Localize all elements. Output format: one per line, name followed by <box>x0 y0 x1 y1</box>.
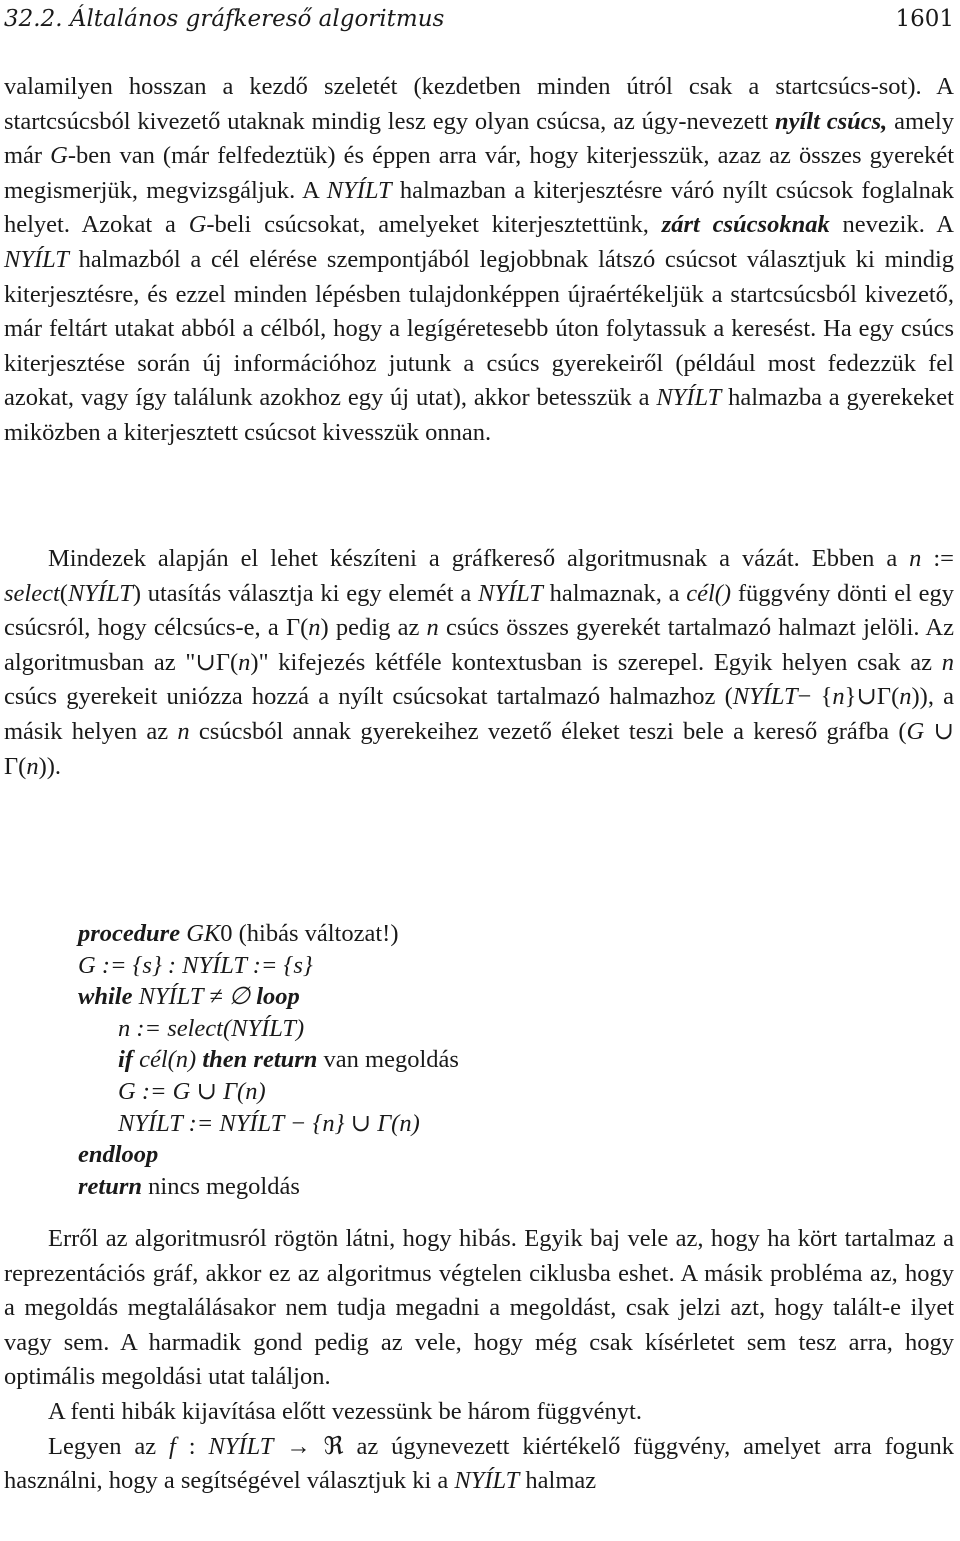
page-number: 1601 <box>895 6 954 32</box>
code-line-endloop: endloop <box>78 1141 159 1169</box>
code-line-procedure: procedure GK0 (hibás változat!) <box>78 920 399 947</box>
paragraph-3b: A fenti hibák kijavítása előtt vezessünk be három függvényt. <box>48 1397 642 1425</box>
term-open-node: nyílt csúcs, <box>774 107 888 135</box>
paragraph-3 <box>4 1222 954 1499</box>
paragraph-3c: Legyen az f : NYÍLT → ℜ az úgynevezett kiértékelő függvény, amelyet arra fogunk használni, hogy a segítségével választjuk ki a NYÍLT halmaz <box>4 1432 954 1495</box>
section-title: 32.2. Általános gráfkereső algoritmus <box>4 6 445 32</box>
code-line-graph-update: G := G ∪ Γ(n) <box>118 1077 266 1105</box>
algorithm-listing <box>78 918 778 1202</box>
code-line-while: while NYÍLT ≠ ∅ loop <box>78 983 300 1011</box>
page-header <box>4 2 954 36</box>
paragraph-1: valamilyen hosszan a kezdő szeletét (kezdetben minden útról csak a startcsúcs-sot). A startcsúcsból kivezető utaknak mindig lesz egy olyan csúcsa, az úgy-nevezett nyílt csúcs, amely már G-ben van (már felfedeztük) és éppen arra vár, hogy kiterjesszük, azaz az összes gyerekét megismerjük, megvizsgáljuk. A NYÍLT halmazban a kiterjesztésre váró nyílt csúcsok foglalnak helyet. Azokat a G-beli csúcsokat, amelyeket kiterjesztettünk, zárt csúcsoknak nevezik. A NYÍLT halmazból a cél elérése szempontjából legjobbnak látszó csúcsot választjuk ki mindig kiterjesztésre, és ezzel minden lépésben tulajdonképpen újraértékeljük a startcsúcsból kivezető, már feltárt utakat abból a célból, hogy a legígéretesebb úton folytassuk a keresést. Ha egy csúcs kiterjesztése során új információhoz jutunk a csúcs gyerekeiről (például most fedezzük fel azokat, vagy így találunk azokhoz egy új utat), akkor betesszük a NYÍLT halmazba a gyerekeket miközben a kiterjesztett csúcsot kivesszük onnan. <box>4 73 954 446</box>
paragraph-3a: Erről az algoritmusról rögtön látni, hogy hibás. Egyik baj vele az, hogy ha kört tartalmaz a reprezentációs gráf, akkor ez az algoritmus végtelen ciklusba eshet. A másik probléma az, hogy a megoldás megtalálásakor nem tudja megadni a megoldást, csak jelzi azt, hogy talált-e ilyet vagy sem. A harmadik gond pedig az vele, hogy még csak kísérletet sem tesz arra, hogy optimális megoldási utat találjon. <box>4 1225 954 1391</box>
term-closed-nodes: zárt csúcsoknak <box>661 211 830 239</box>
paragraph-2: Mindezek alapján el lehet készíteni a gráfkereső algoritmusnak a vázát. Ebben a n := select(NYÍLT) utasítás választja ki egy elemét a NYÍLT halmaznak, a cél() függvény dönti el egy csúcsról, hogy célcsúcs-e, a Γ(n) pedig az n csúcs összes gyerekét tartalmazó halmazt jelöli. Az algoritmusban az "∪Γ(n)" kifejezés kétféle kontextusban is szerepel. Egyik helyen csak az n csúcs gyerekeit uniózza hozzá a nyílt csúcsokat tartalmazó halmazhoz (NYÍLT− {n}∪Γ(n)), a másik helyen az n csúcsból annak gyerekeihez vezető éleket teszi bele a kereső gráfba (G ∪ Γ(n)). <box>4 545 955 780</box>
code-line-if: if cél(n) then return van megoldás <box>118 1046 459 1074</box>
code-line-select: n := select(NYÍLT) <box>118 1014 305 1042</box>
code-line-return: return nincs megoldás <box>78 1172 300 1200</box>
code-line-init: G := {s} : NYÍLT := {s} <box>78 951 313 979</box>
code-line-open-update: NYÍLT := NYÍLT − {n} ∪ Γ(n) <box>118 1109 420 1137</box>
